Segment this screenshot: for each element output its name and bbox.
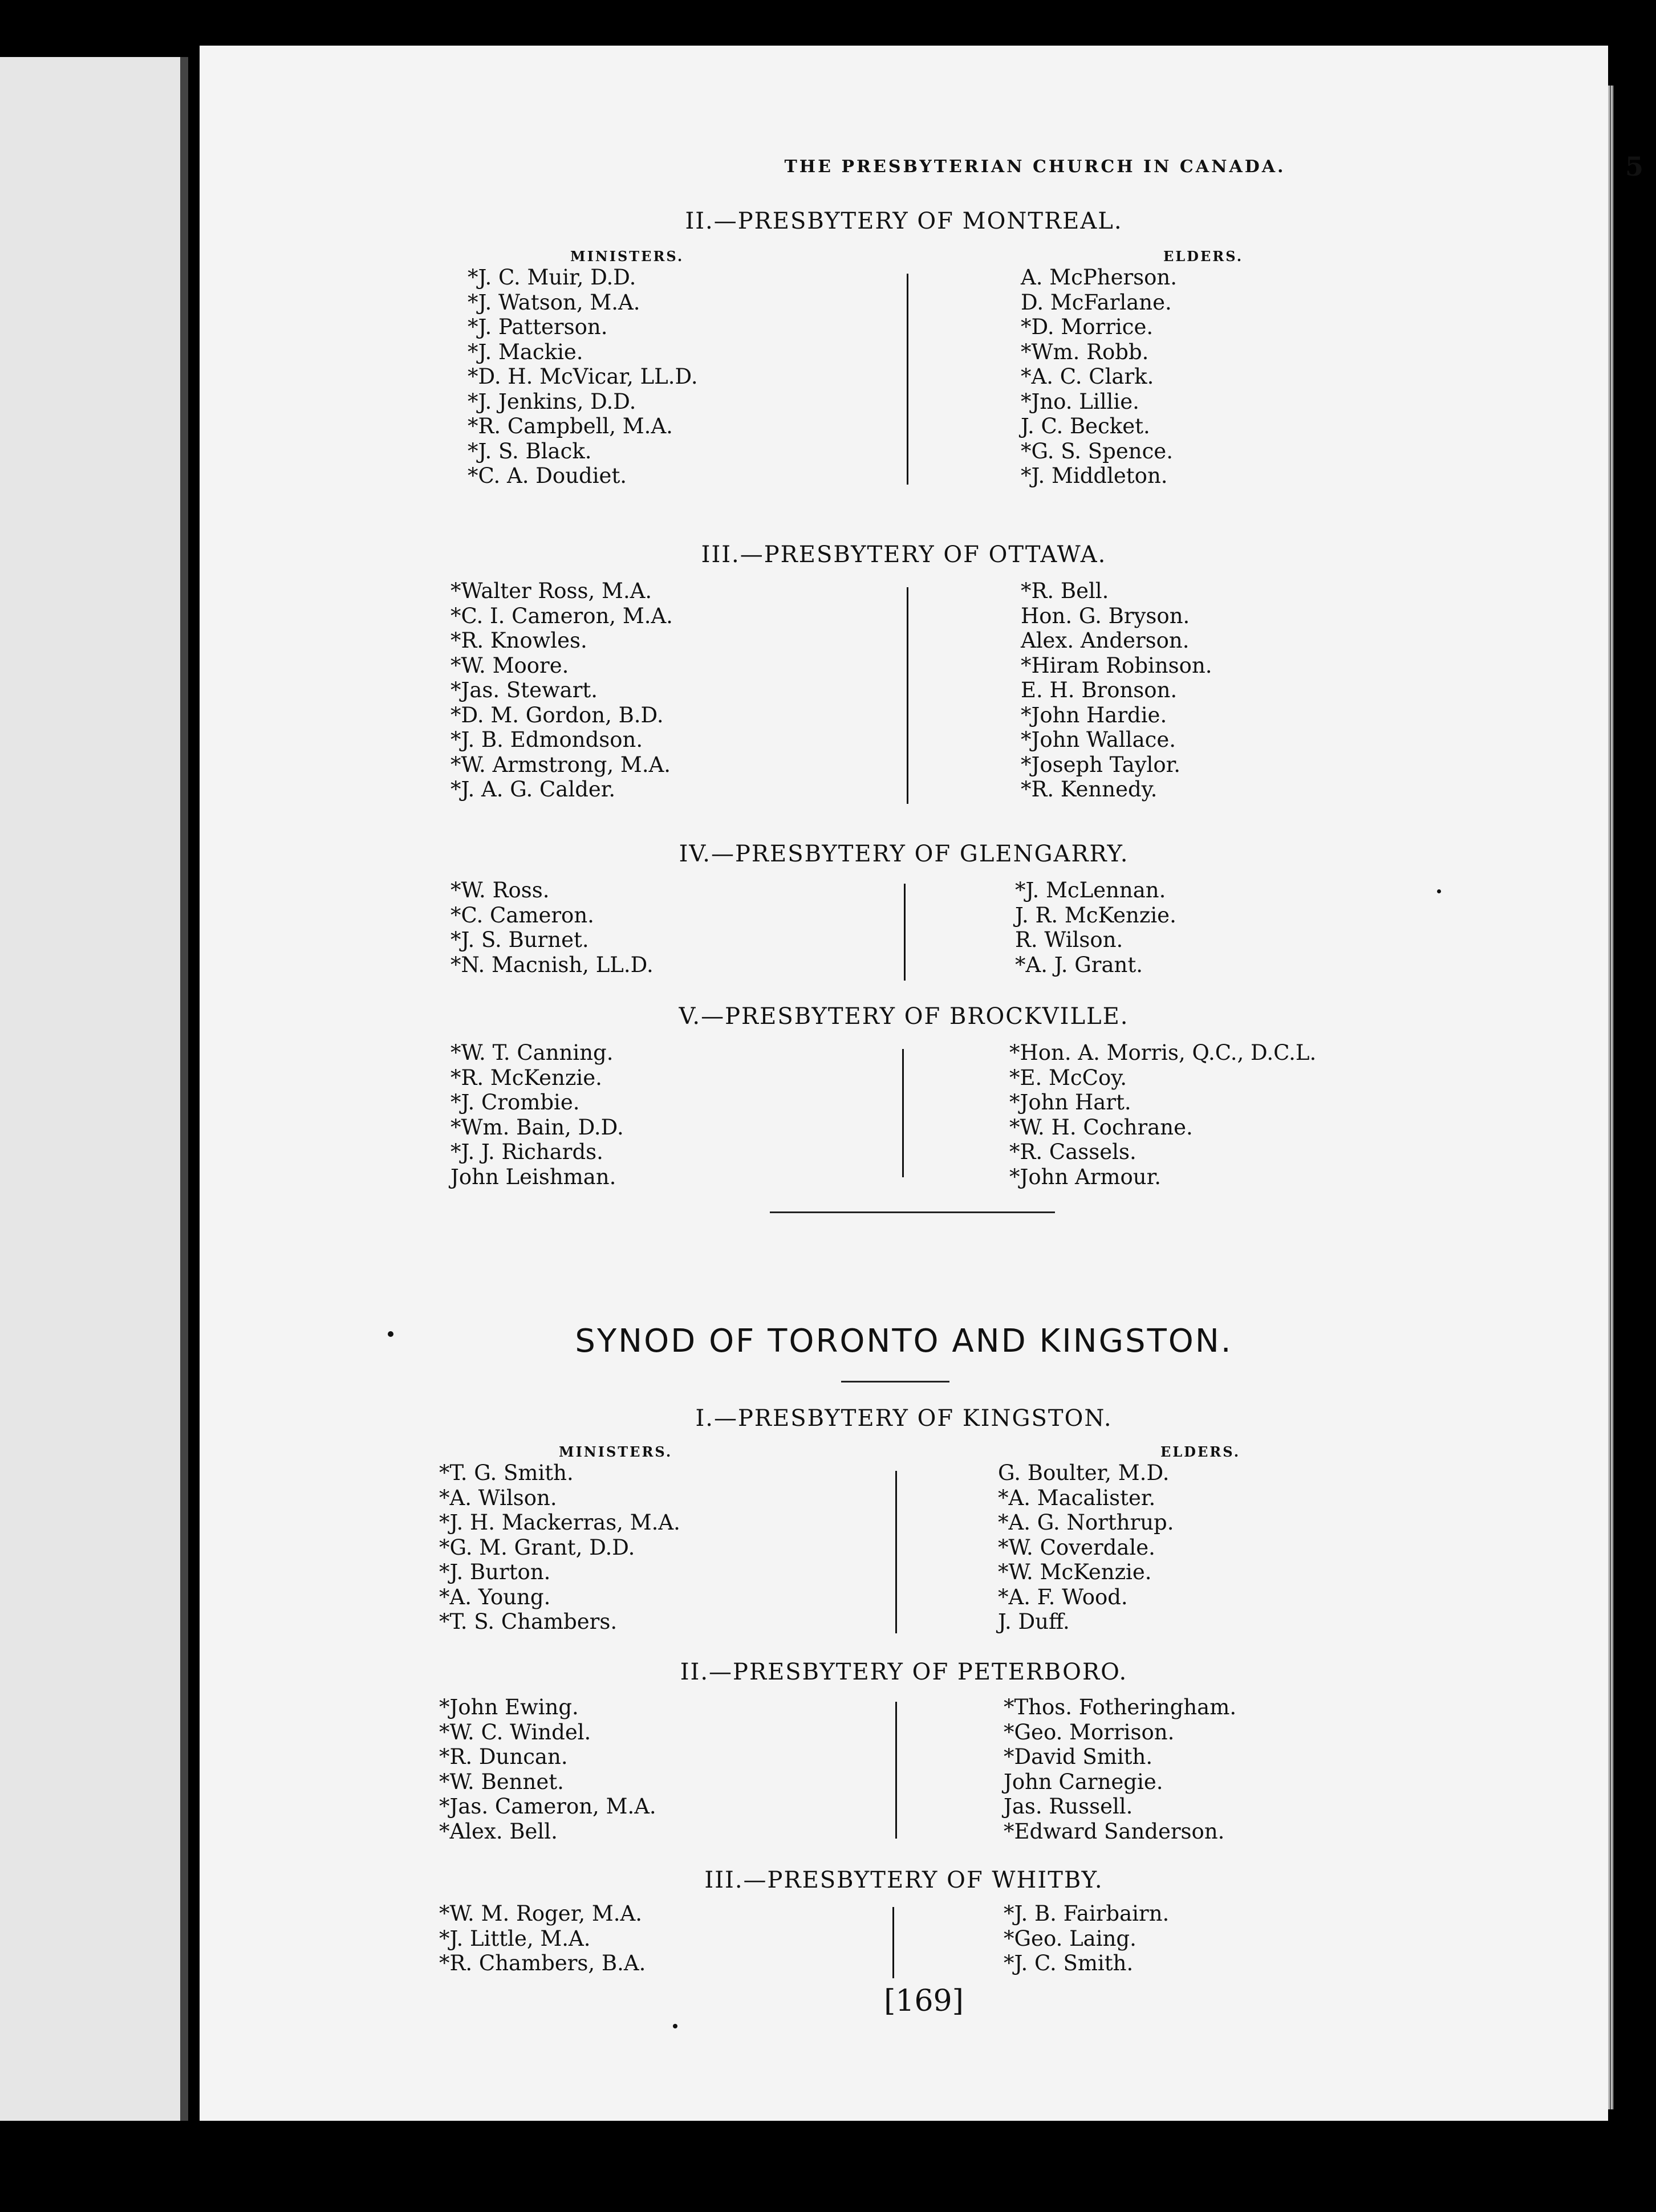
minister-name: *J. C. Muir, D.D. [468,265,636,290]
minister-name: *R. Knowles. [450,628,587,653]
minister-name: *Alex. Bell. [439,1819,558,1844]
ministers-list [450,878,654,977]
minister-name: *W. M. Roger, M.A. [439,1901,642,1926]
elder-name: *D. Morrice. [1021,315,1154,339]
column-divider [892,1907,894,1978]
elder-name: *John Wallace. [1021,727,1176,752]
elder-name: J. C. Becket. [1021,414,1150,438]
title-rule [841,1381,949,1382]
elder-name: Alex. Anderson. [1021,628,1190,653]
ministers-heading: MINISTERS. [559,1444,673,1460]
elder-name: *A. Macalister. [998,1485,1156,1510]
elder-name: Hon. G. Bryson. [1021,603,1190,628]
elder-name: J. Duff. [998,1609,1070,1634]
elders-list [1004,1695,1236,1844]
elder-name: A. McPherson. [1021,265,1178,290]
elders-list [1021,579,1212,802]
elder-name: *Joseph Taylor. [1021,752,1181,777]
ministers-heading: MINISTERS. [570,248,684,265]
ministers-list [468,265,698,489]
minister-name: *C. Cameron. [450,902,594,928]
elder-name: E. H. Bronson. [1021,678,1178,702]
elder-name: *E. McCoy. [1009,1065,1127,1090]
minister-name: *Walter Ross, M.A. [450,579,652,603]
section-rule [770,1211,1055,1213]
minister-name: *W. Armstrong, M.A. [450,752,671,777]
elder-name: *Hiram Robinson. [1021,653,1212,678]
elder-name: *J. B. Fairbairn. [1004,1901,1170,1926]
presbytery-title-whitby: III.—PRESBYTERY OF WHITBY. [704,1867,1103,1893]
elder-name: *Hon. A. Morris, Q.C., D.C.L. [1009,1040,1317,1065]
ministers-list [450,1040,624,1189]
elder-name: Jas. Russell. [1004,1794,1133,1819]
minister-name: *John Ewing. [439,1695,579,1719]
elder-name: *A. G. Northrup. [998,1510,1174,1535]
minister-name: *J. Crombie. [450,1090,580,1115]
minister-name: *J. B. Edmondson. [450,727,643,752]
elder-name: *J. Middleton. [1021,463,1168,488]
minister-name: *J. Mackie. [468,339,583,364]
presbytery-title-ottawa: III.—PRESBYTERY OF OTTAWA. [701,542,1107,568]
minister-name: *W. C. Windel. [439,1719,591,1745]
column-divider [895,1471,897,1633]
minister-name: *J. Jenkins, D.D. [468,389,636,414]
elder-name: *Wm. Robb. [1021,339,1149,364]
elders-list [1004,1901,1169,1976]
ministers-list [439,1901,646,1976]
elder-name: *A. F. Wood. [998,1584,1128,1609]
folio-number: [169] [884,1984,964,2018]
minister-name: *W. Ross. [450,878,550,902]
elder-name: D. McFarlane. [1021,290,1172,315]
presbytery-title-montreal: II.—PRESBYTERY OF MONTREAL. [685,208,1123,234]
elder-name: *David Smith. [1004,1745,1153,1769]
facing-page-edge [0,57,188,2121]
minister-name: *J. S. Black. [468,438,592,463]
minister-name: *R. Duncan. [439,1745,568,1769]
elder-name: *W. Coverdale. [998,1535,1155,1560]
elder-name: *Edward Sanderson. [1004,1819,1225,1844]
minister-name: *R. McKenzie. [450,1065,602,1090]
minister-name: *W. Bennet. [439,1769,564,1794]
elders-list [1009,1040,1316,1189]
ink-speck [1437,889,1441,893]
elder-name: *Geo. Morrison. [1004,1719,1175,1745]
elder-name: *Thos. Fotheringham. [1004,1695,1237,1719]
column-divider [904,884,906,981]
minister-name: *J. H. Mackerras, M.A. [439,1510,680,1535]
minister-name: *R. Chambers, B.A. [439,1951,646,1975]
book-gutter [180,57,188,2121]
minister-name: *A. Wilson. [439,1485,557,1510]
minister-name: *Jas. Stewart. [450,678,598,702]
presbytery-title-brockville: V.—PRESBYTERY OF BROCKVILLE. [679,1003,1129,1030]
column-divider [907,587,908,804]
minister-name: *J. S. Burnet. [450,928,589,952]
presbytery-title-glengarry: IV.—PRESBYTERY OF GLENGARRY. [679,841,1129,867]
ink-speck [673,2024,677,2028]
elder-name: *G. S. Spence. [1021,438,1173,463]
minister-name: *J. Watson, M.A. [468,290,640,315]
elder-name: *John Hardie. [1021,702,1167,727]
minister-name: *J. J. Richards. [450,1140,603,1164]
minister-name: *J. Burton. [439,1560,551,1584]
minister-name: *W. T. Canning. [450,1040,614,1065]
presbytery-title-peterboro: II.—PRESBYTERY OF PETERBORO. [680,1659,1128,1685]
ink-speck [388,1331,393,1337]
column-divider [907,274,908,485]
synod-title: SYNOD OF TORONTO AND KINGSTON. [575,1323,1233,1360]
minister-name: *R. Campbell, M.A. [468,414,673,438]
elder-name: *R. Bell. [1021,579,1109,603]
elder-name: *W. H. Cochrane. [1009,1115,1193,1140]
elders-list [1021,265,1177,489]
elder-name: *W. McKenzie. [998,1560,1152,1584]
column-divider [902,1049,904,1177]
minister-name: *J. Little, M.A. [439,1926,591,1951]
document-page [200,46,1644,2121]
elder-name: *Jno. Lillie. [1021,389,1139,414]
elders-list [1015,878,1176,977]
minister-name: *C. I. Cameron, M.A. [450,603,673,628]
ministers-list [439,1695,656,1844]
minister-name: *D. M. Gordon, B.D. [450,702,664,727]
elders-heading: ELDERS. [1160,1444,1241,1460]
elder-name: *Geo. Laing. [1004,1926,1137,1951]
elder-name: *R. Cassels. [1009,1140,1137,1164]
minister-name: *C. A. Doudiet. [468,463,627,488]
minister-name: *T. G. Smith. [439,1461,574,1485]
minister-name: *N. Macnish, LL.D. [450,952,654,977]
elder-name: R. Wilson. [1015,928,1123,952]
elders-heading: ELDERS. [1163,248,1244,265]
minister-name: *J. Patterson. [468,315,608,339]
elder-name: *A. J. Grant. [1015,952,1143,977]
elder-name: G. Boulter, M.D. [998,1461,1170,1485]
elders-list [998,1461,1174,1634]
elder-name: J. R. McKenzie. [1015,902,1176,928]
column-divider [895,1702,897,1839]
ministers-list [439,1461,680,1634]
elder-name: *John Armour. [1009,1164,1162,1189]
minister-name: *Jas. Cameron, M.A. [439,1794,656,1819]
minister-name: *A. Young. [439,1584,551,1609]
elder-name: *A. C. Clark. [1021,364,1154,389]
minister-name: *W. Moore. [450,653,569,678]
elder-name: *John Hart. [1009,1090,1131,1115]
presbytery-title-kingston: I.—PRESBYTERY OF KINGSTON. [695,1405,1113,1432]
minister-name: *J. A. G. Calder. [450,777,616,802]
minister-name: *Wm. Bain, D.D. [450,1115,624,1140]
elder-name: *J. McLennan. [1015,878,1166,902]
minister-name: *D. H. McVicar, LL.D. [468,364,698,389]
ministers-list [450,579,673,802]
running-head: THE PRESBYTERIAN CHURCH IN CANADA. [784,157,1286,177]
page-number: 5 [1625,151,1644,182]
minister-name: *G. M. Grant, D.D. [439,1535,635,1560]
elder-name: *J. C. Smith. [1004,1951,1134,1975]
elder-name: *R. Kennedy. [1021,777,1158,802]
elder-name: John Carnegie. [1004,1769,1163,1794]
minister-name: John Leishman. [450,1164,616,1189]
minister-name: *T. S. Chambers. [439,1609,618,1634]
